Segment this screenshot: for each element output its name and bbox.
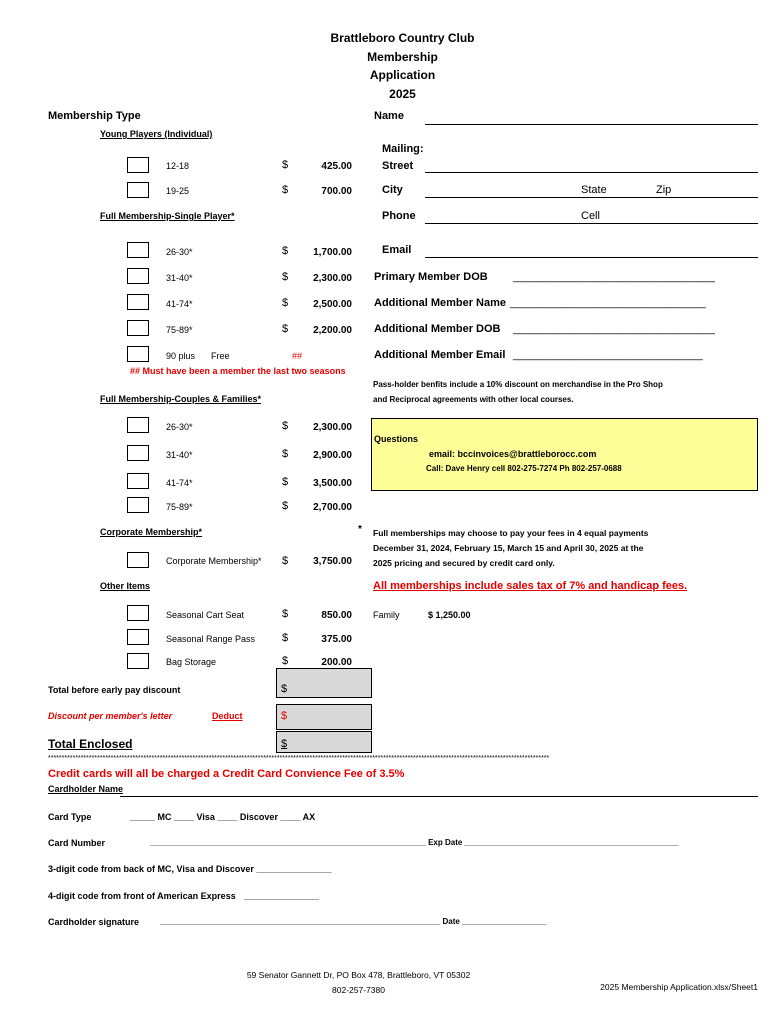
amount-corporate: 3,750.00 bbox=[313, 556, 352, 567]
label-single-31-40: 31-40* bbox=[166, 273, 193, 283]
label-free: Free bbox=[211, 351, 230, 361]
amount-couples-75-89: 2,700.00 bbox=[313, 502, 352, 513]
checkbox-couples-41-74[interactable] bbox=[127, 473, 149, 489]
dollar-sign: $ bbox=[282, 271, 289, 283]
other-items-heading: Other Items bbox=[100, 581, 151, 591]
discount-field[interactable] bbox=[276, 704, 372, 730]
name-label: Name bbox=[374, 110, 404, 122]
checkbox-single-75-89[interactable] bbox=[127, 320, 149, 336]
amount-single-75-89: 2,200.00 bbox=[313, 325, 352, 336]
city-field[interactable] bbox=[425, 197, 758, 198]
checkbox-couples-26-30[interactable] bbox=[127, 417, 149, 433]
dollar-sign: $ bbox=[282, 184, 289, 196]
pass-holder-line2: and Reciprocal agreements with other local courses. bbox=[373, 395, 574, 404]
signature-field[interactable]: _______________________________________________________________ Date ___________________ bbox=[160, 917, 547, 926]
total-before-label: Total before early pay discount bbox=[48, 685, 181, 695]
cell-label: Cell bbox=[581, 210, 600, 222]
label-cart-seat: Seasonal Cart Seat bbox=[166, 610, 245, 620]
application-title: Application bbox=[369, 68, 436, 82]
primary-dob-label: Primary Member DOB bbox=[374, 271, 488, 283]
dollar-sign: $ bbox=[282, 608, 289, 620]
dollar-sign: $ bbox=[282, 476, 289, 488]
total-before-dollar: $ bbox=[281, 683, 288, 695]
additional-name-label: Additional Member Name bbox=[374, 297, 507, 309]
membership-title: Membership bbox=[367, 50, 438, 64]
phone-label: Phone bbox=[382, 210, 416, 222]
label-19-25: 19-25 bbox=[166, 186, 190, 196]
checkbox-single-41-74[interactable] bbox=[127, 294, 149, 310]
label-single-75-89: 75-89* bbox=[166, 325, 193, 335]
club-title: Brattleboro Country Club bbox=[330, 31, 475, 45]
checkbox-19-25[interactable] bbox=[127, 182, 149, 198]
checkbox-range-pass[interactable] bbox=[127, 629, 149, 645]
state-label: State bbox=[581, 184, 607, 196]
four-digit-field[interactable]: _______________ bbox=[244, 891, 320, 901]
label-single-41-74: 41-74* bbox=[166, 299, 193, 309]
checkbox-couples-75-89[interactable] bbox=[127, 497, 149, 513]
star-divider: **************************************************************************************************************************************************************************************** bbox=[48, 755, 550, 762]
email-label: Email bbox=[382, 244, 412, 256]
zip-label: Zip bbox=[656, 184, 672, 196]
additional-email-label: Additional Member Email bbox=[374, 349, 506, 361]
amount-cart-seat: 850.00 bbox=[321, 610, 352, 621]
footer-phone: 802-257-7380 bbox=[332, 985, 385, 995]
additional-email-field[interactable]: _______________________________ bbox=[513, 349, 703, 361]
mailing-label: Mailing: bbox=[382, 143, 424, 155]
deduct-label: Deduct bbox=[212, 711, 243, 721]
amount-single-31-40: 2,300.00 bbox=[313, 273, 352, 284]
checkbox-corporate[interactable] bbox=[127, 552, 149, 568]
dollar-sign: $ bbox=[282, 159, 289, 171]
dollar-sign: $ bbox=[282, 420, 289, 432]
city-label: City bbox=[382, 184, 403, 196]
payment-asterisk: * bbox=[358, 524, 362, 535]
label-single-26-30: 26-30* bbox=[166, 247, 193, 257]
label-corporate: Corporate Membership* bbox=[166, 556, 262, 566]
corporate-heading: Corporate Membership* bbox=[100, 527, 203, 537]
amount-12-18: 425.00 bbox=[321, 161, 352, 172]
label-couples-26-30: 26-30* bbox=[166, 422, 193, 432]
label-12-18: 12-18 bbox=[166, 161, 190, 171]
questions-box bbox=[371, 418, 758, 491]
street-label: Street bbox=[382, 160, 414, 172]
cardholder-name-field[interactable] bbox=[120, 796, 758, 797]
dollar-sign: $ bbox=[282, 323, 289, 335]
checkbox-single-90-plus[interactable] bbox=[127, 346, 149, 362]
four-digit-label: 4-digit code from front of American Express bbox=[48, 891, 236, 901]
checkbox-couples-31-40[interactable] bbox=[127, 445, 149, 461]
checkbox-cart-seat[interactable] bbox=[127, 605, 149, 621]
signature-label: Cardholder signature bbox=[48, 917, 140, 927]
questions-label: Questions bbox=[374, 434, 419, 444]
discount-dollar: $ bbox=[281, 710, 288, 722]
dollar-sign: $ bbox=[282, 555, 289, 567]
last-two-seasons-note: ## Must have been a member the last two seasons bbox=[130, 366, 346, 376]
single-player-heading: Full Membership-Single Player* bbox=[100, 211, 235, 221]
discount-label: Discount per member's letter bbox=[48, 711, 173, 721]
amount-bag-storage: 200.00 bbox=[321, 657, 352, 668]
dollar-sign: $ bbox=[282, 448, 289, 460]
amount-19-25: 700.00 bbox=[321, 186, 352, 197]
phone-field[interactable] bbox=[425, 223, 758, 224]
checkbox-single-26-30[interactable] bbox=[127, 242, 149, 258]
questions-call: Call: Dave Henry cell 802-275-7274 Ph 802-257-0688 bbox=[426, 464, 622, 473]
amount-range-pass: 375.00 bbox=[321, 634, 352, 645]
label-90-plus: 90 plus bbox=[166, 351, 196, 361]
checkbox-bag-storage[interactable] bbox=[127, 653, 149, 669]
total-enclosed-label: Total Enclosed bbox=[48, 737, 133, 751]
amount-couples-41-74: 3,500.00 bbox=[313, 478, 352, 489]
email-field[interactable] bbox=[425, 257, 758, 258]
dollar-sign: $ bbox=[282, 500, 289, 512]
footer-sheet: 2025 Membership Application.xlsx/Sheet1 bbox=[600, 982, 758, 992]
cardholder-name-label: Cardholder Name bbox=[48, 784, 124, 794]
hash-marker: ## bbox=[292, 351, 303, 361]
family-label: Family bbox=[373, 610, 400, 620]
total-enclosed-dollar: $ bbox=[281, 738, 288, 750]
checkbox-single-31-40[interactable] bbox=[127, 268, 149, 284]
year-title: 2025 bbox=[389, 87, 416, 101]
family-amount: $ 1,250.00 bbox=[428, 610, 471, 620]
total-before-field[interactable] bbox=[276, 668, 372, 698]
label-couples-75-89: 75-89* bbox=[166, 502, 193, 512]
additional-dob-label: Additional Member DOB bbox=[374, 323, 501, 335]
convenience-fee-note: Credit cards will all be charged a Credit Card Convience Fee of 3.5% bbox=[48, 768, 405, 780]
young-players-heading: Young Players (Individual) bbox=[100, 129, 213, 139]
card-number-label: Card Number bbox=[48, 838, 106, 848]
dollar-sign: $ bbox=[282, 632, 289, 644]
pass-holder-line1: Pass-holder benfits include a 10% discount on merchandise in the Pro Shop bbox=[373, 380, 663, 389]
sales-tax-note: All memberships include sales tax of 7% and handicap fees. bbox=[373, 580, 688, 592]
card-type-label: Card Type bbox=[48, 812, 92, 822]
checkbox-12-18[interactable] bbox=[127, 157, 149, 173]
amount-couples-31-40: 2,900.00 bbox=[313, 450, 352, 461]
amount-single-26-30: 1,700.00 bbox=[313, 247, 352, 258]
dollar-sign: $ bbox=[282, 297, 289, 309]
payment-line3: 2025 pricing and secured by credit card only. bbox=[373, 558, 555, 568]
amount-couples-26-30: 2,300.00 bbox=[313, 422, 352, 433]
dollar-sign: $ bbox=[282, 245, 289, 257]
footer-address: 59 Senator Gannett Dr, PO Box 478, Brattleboro, VT 05302 bbox=[246, 970, 471, 980]
amount-single-41-74: 2,500.00 bbox=[313, 299, 352, 310]
total-enclosed-field[interactable] bbox=[276, 731, 372, 753]
additional-dob-field[interactable]: _________________________________ bbox=[513, 323, 715, 335]
name-field[interactable] bbox=[425, 124, 758, 125]
label-range-pass: Seasonal Range Pass bbox=[166, 634, 256, 644]
label-couples-41-74: 41-74* bbox=[166, 478, 193, 488]
three-digit-code[interactable]: 3-digit code from back of MC, Visa and Discover _______________ bbox=[48, 864, 332, 874]
label-bag-storage: Bag Storage bbox=[166, 657, 217, 667]
label-couples-31-40: 31-40* bbox=[166, 450, 193, 460]
dollar-sign: $ bbox=[282, 655, 289, 667]
questions-email[interactable]: email: bccinvoices@brattleborocc.com bbox=[429, 449, 597, 459]
additional-name-field[interactable]: ________________________________ bbox=[510, 297, 706, 309]
card-number-field[interactable]: ______________________________________________________________ Exp Date ________________________________________________ bbox=[150, 838, 679, 847]
couples-heading: Full Membership-Couples & Families* bbox=[100, 394, 262, 404]
payment-line2: December 31, 2024, February 15, March 15 and April 30, 2025 at the bbox=[373, 543, 644, 553]
membership-type-heading: Membership Type bbox=[48, 110, 141, 122]
payment-line1: Full memberships may choose to pay your fees in 4 equal payments bbox=[373, 528, 649, 538]
street-field[interactable] bbox=[425, 172, 758, 173]
primary-dob-field[interactable]: _________________________________ bbox=[513, 271, 715, 283]
card-type-options[interactable]: _____ MC ____ Visa ____ Discover ____ AX bbox=[130, 812, 316, 822]
